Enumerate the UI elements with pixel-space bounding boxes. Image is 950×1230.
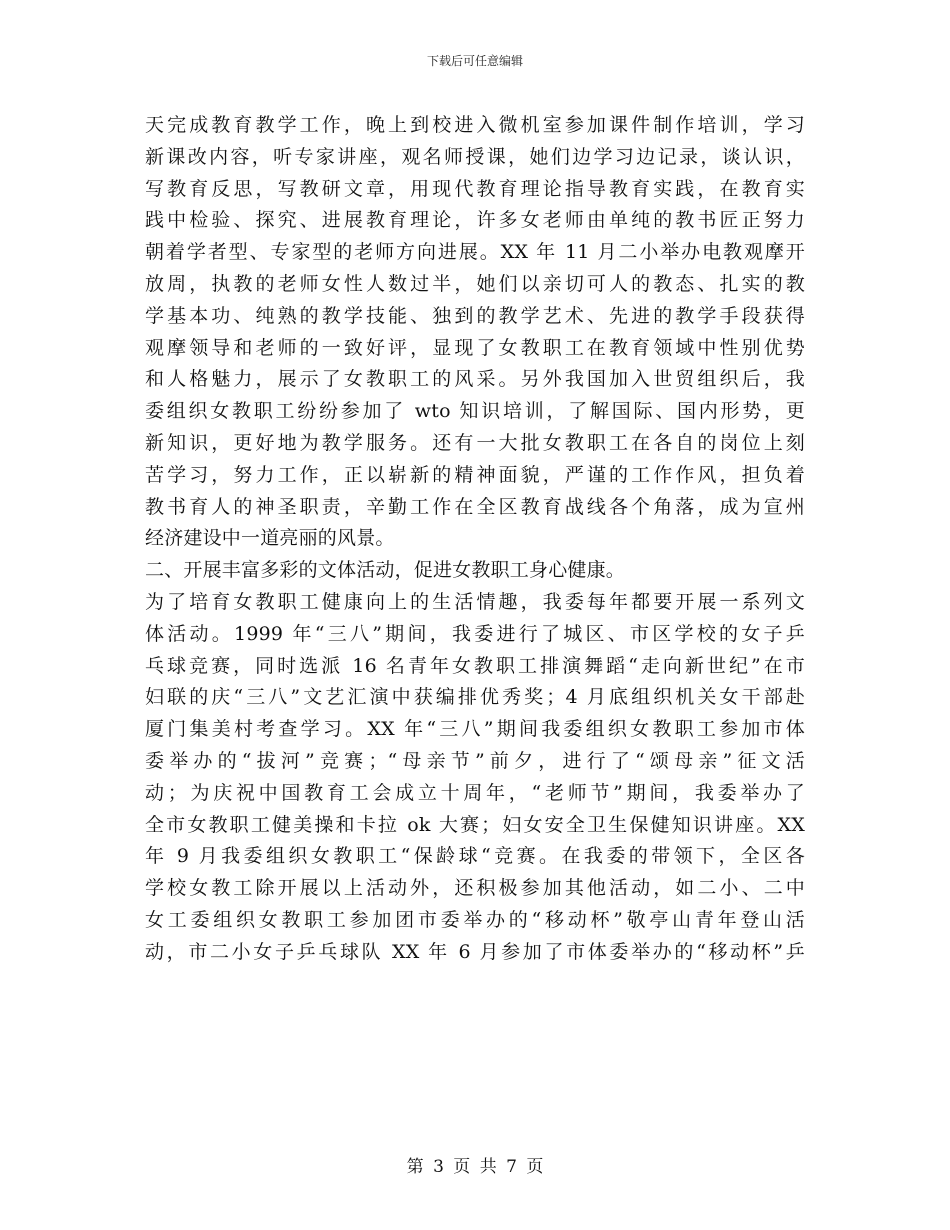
text-line: 女工委组织女教职工参加团市委举办的“移动杯”敬亭山青年登山活 — [145, 908, 805, 931]
text-line: 委举办的“拔河”竞赛；“母亲节”前夕，进行了“颂母亲”征文活 — [145, 749, 805, 772]
page-number-footer: 第 3 页 共 7 页 — [406, 1157, 544, 1177]
text-line: 天完成教育教学工作，晚上到校进入微机室参加课件制作培训，学习 — [145, 114, 805, 136]
text-line: 乓球竞赛，同时选派 16 名青年女教职工排演舞蹈“走向新世纪”在市 — [145, 654, 805, 677]
text-line: 年 9 月我委组织女教职工“保龄球“竞赛。在我委的带领下，全区各 — [145, 845, 805, 868]
text-line: 体活动。1999 年“三八”期间，我委进行了城区、市区学校的女子乒 — [145, 622, 805, 645]
page-header-note: 下载后可任意编辑 — [426, 54, 523, 68]
text-line: 新课改内容，听专家讲座，观名师授课，她们边学习边记录，谈认识， — [145, 145, 805, 168]
text-line: 经济建设中一道亮丽的风景。 — [145, 527, 395, 550]
document-body — [145, 110, 805, 969]
text-line: 妇联的庆“三八”文艺汇演中获编排优秀奖；4 月底组织机关女干部赴 — [145, 686, 805, 709]
text-line: 委组织女教职工纷纷参加了 wto 知识培训，了解国际、国内形势，更 — [145, 400, 805, 423]
text-line: 为了培育女教职工健康向上的生活情趣，我委每年都要开展一系列文 — [145, 590, 805, 613]
text-line: 学基本功、纯熟的教学技能、独到的教学艺术、先进的教学手段获得 — [145, 304, 805, 327]
text-line: 全市女教职工健美操和卡拉 ok 大赛；妇女安全卫生保健知识讲座。XX — [145, 813, 805, 836]
text-line: 践中检验、探究、进展教育理论，许多女老师由单纯的教书匠正努力 — [145, 209, 805, 232]
text-line: 观摩领导和老师的一致好评，显现了女教职工在教育领域中性别优势 — [145, 336, 805, 359]
text-line: 动；为庆祝中国教育工会成立十周年，“老师节”期间，我委举办了 — [145, 781, 805, 804]
text-line: 苦学习，努力工作，正以崭新的精神面貌，严谨的工作作风，担负着 — [145, 463, 805, 486]
text-line: 朝着学者型、专家型的老师方向进展。XX 年 11 月二小举办电教观摩开 — [145, 241, 805, 264]
text-line: 写教育反思，写教研文章，用现代教育理论指导教育实践，在教育实 — [145, 177, 805, 200]
text-line: 动，市二小女子乒乓球队 XX 年 6 月参加了市体委举办的“移动杯”乒 — [145, 940, 805, 963]
text-line: 教书育人的神圣职责，辛勤工作在全区教育战线各个角落，成为宣州 — [145, 495, 805, 518]
text-line: 新知识，更好地为教学服务。还有一大批女教职工在各自的岗位上刻 — [145, 431, 805, 454]
text-line: 厦门集美村考查学习。XX 年“三八”期间我委组织女教职工参加市体 — [145, 718, 805, 741]
section-heading: 二、开展丰富多彩的文体活动，促进女教职工身心健康。 — [145, 559, 626, 582]
text-line: 和人格魅力，展示了女教职工的风采。另外我国加入世贸组织后，我 — [145, 368, 805, 391]
text-line: 放周，执教的老师女性人数过半，她们以亲切可人的教态、扎实的教 — [145, 272, 805, 295]
text-line: 学校女教工除开展以上活动外，还积极参加其他活动，如二小、二中 — [145, 877, 805, 900]
